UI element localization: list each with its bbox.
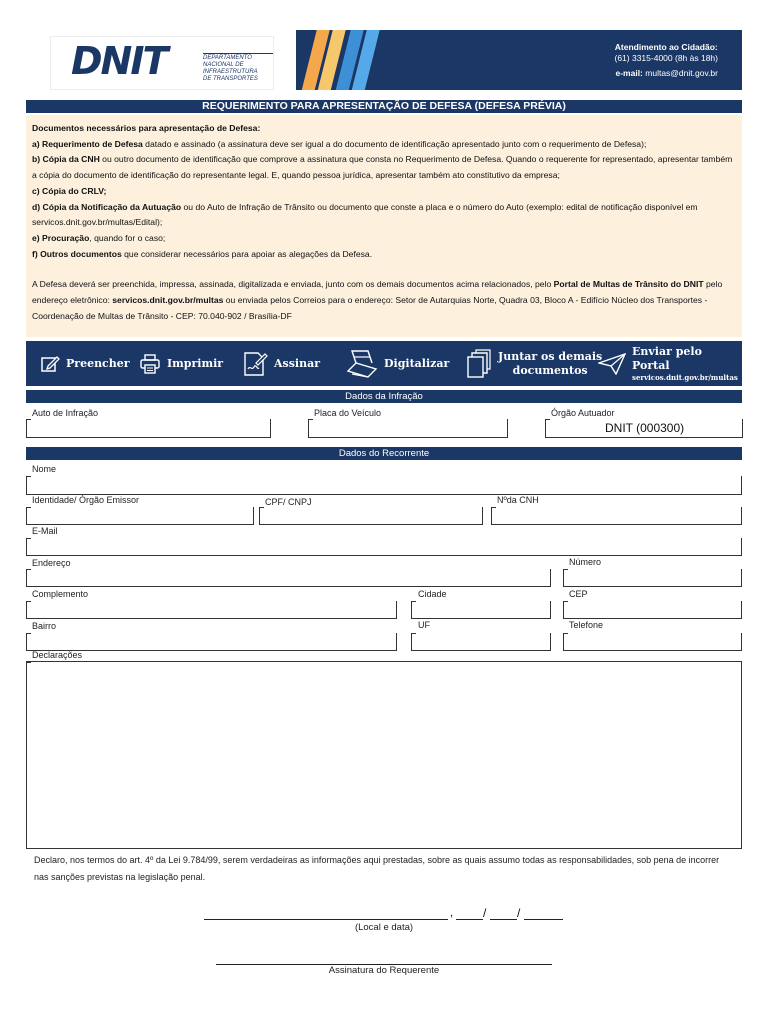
documents-heading: Documentos necessários para apresentação de Defesa: [32, 123, 261, 133]
declaracoes-label: Declarações [32, 650, 83, 660]
endereco-label: Endereço [32, 558, 71, 568]
step-preencher: Preencher [40, 341, 130, 386]
contact-email: e-mail: multas@dnit.gov.br [615, 68, 718, 78]
logo-wordmark: DNIT [71, 39, 167, 83]
doc-item-e: e) Procuração, quando for o caso; [32, 232, 166, 243]
section-dados-recorrente: Dados do Recorrente [26, 447, 742, 460]
nome-field[interactable] [26, 476, 742, 495]
day-line[interactable] [456, 919, 483, 920]
steps-toolbar [26, 341, 742, 386]
cep-label: CEP [569, 589, 588, 599]
doc-item-a: a) Requerimento de Defesa datado e assinado (a assinatura deve ser igual a do documento de identificação apresentado junto com o requerimento de Defesa); [32, 138, 647, 149]
endereco-field[interactable] [26, 569, 551, 587]
orgao-autuador-label: Órgão Autuador [551, 408, 615, 418]
doc-item-b: b) Cópia da CNH ou outro documento de identificação que comprove a assinatura que consta no Requerimento de Defesa. Quando o requerente for representado, apresentar também a cópia do documento de identificação do representante legal. E, quando pessoa jurídica, apresentar também ato constitutivo da empresa; [32, 154, 733, 181]
doc-item-d: d) Cópia da Notificação da Autuação ou do Auto de Infração de Trânsito ou documento que conste a placa e o número do Auto (exemplo: edital de notificação disponível em servicos.dnit.gov.br/multas/Edital); [32, 201, 698, 228]
cnh-label: Nºda CNH [497, 495, 539, 505]
auto-infracao-label: Auto de Infração [32, 408, 99, 418]
documents-panel [26, 115, 742, 337]
email-label: E-Mail [32, 526, 58, 536]
doc-item-f: f) Outros documentos que considerar necessários para apoiar as alegações da Defesa. [32, 248, 373, 259]
step-digitalizar: Digitalizar [346, 341, 449, 386]
documents-closing: A Defesa deverá ser preenchida, impressa, assinada, digitalizada e enviada, junto com os demais documentos acima relacionados, pelo Portal de Multas de Trânsito do DNIT pelo endereço eletrônico: servicos.dnit.gov.br/multas ou enviada pelos Correios para o endereço: Setor de Autarquias Norte, Quadra 03, Bloco A - Edifício Núcleo dos Transportes - Coordenação de Multas de Trânsito - CEP: 70.040-902 / Brasília-DF [32, 279, 723, 321]
header-band [296, 30, 742, 90]
complemento-field[interactable] [26, 601, 397, 619]
placa-veiculo-label: Placa do Veículo [314, 408, 382, 418]
section-dados-infracao: Dados da Infração [26, 390, 742, 403]
step-juntar-documentos: Juntar os demais documentos [466, 341, 602, 386]
step-imprimir: Imprimir [139, 341, 223, 386]
auto-infracao-field[interactable] [26, 419, 271, 438]
doc-item-c: c) Cópia do CRLV; [32, 185, 107, 196]
year-line[interactable] [524, 919, 563, 920]
dnit-logo [50, 36, 274, 90]
month-line[interactable] [490, 919, 517, 920]
paper-plane-icon [598, 353, 626, 375]
bairro-field[interactable] [26, 633, 397, 651]
uf-label: UF [418, 620, 430, 630]
bairro-label: Bairro [32, 621, 57, 631]
cep-field[interactable] [563, 601, 742, 619]
documents-stack-icon [466, 349, 492, 379]
identidade-label: Identidade/ Órgão Emissor [32, 495, 140, 505]
numero-field[interactable] [563, 569, 742, 587]
cpf-cnpj-field[interactable] [259, 507, 483, 525]
edit-icon [40, 354, 60, 374]
orgao-autuador-value: DNIT (000300) [605, 421, 685, 435]
step-enviar-portal: Enviar pelo Portal servicos.dnit.gov.br/multas [598, 341, 742, 386]
telefone-field[interactable] [563, 633, 742, 651]
nome-label: Nome [32, 464, 57, 474]
cidade-field[interactable] [411, 601, 551, 619]
logo-subtitle: DEPARTAMENTO NACIONAL DE INFRAESTRUTURA DE TRANSPORTES [203, 53, 273, 83]
cpf-cnpj-label: CPF/ CNPJ [265, 497, 312, 507]
local-data-label: (Local e data) [354, 922, 414, 933]
step-assinar: Assinar [242, 341, 320, 386]
identidade-field[interactable] [26, 507, 254, 525]
signature-label: Assinatura do Requerente [328, 965, 440, 976]
complemento-label: Complemento [32, 589, 89, 599]
local-line[interactable] [204, 919, 448, 920]
telefone-label: Telefone [569, 620, 604, 630]
cidade-label: Cidade [418, 589, 447, 599]
placa-veiculo-field[interactable] [308, 419, 508, 438]
sign-document-icon [242, 351, 268, 377]
orgao-autuador-field[interactable] [545, 419, 743, 438]
declaration-text: Declaro, nos termos do art. 4º da Lei 9.784/99, serem verdadeiras as informações aqui prestadas, sobre as quais assumo todas as responsabilidades, sob pena de incorrer nas sanções previstas na legislação penal. [34, 855, 720, 882]
email-field[interactable] [26, 538, 742, 556]
page-title: REQUERIMENTO PARA APRESENTAÇÃO DE DEFESA (DEFESA PRÉVIA) [26, 100, 742, 113]
uf-field[interactable] [411, 633, 551, 651]
declaracoes-textarea[interactable] [26, 661, 742, 849]
scanner-icon [346, 349, 378, 379]
printer-icon [139, 354, 161, 374]
contact-info: Atendimento ao Cidadão: (61) 3315-4000 (8h às 18h) [614, 42, 718, 63]
numero-label: Número [569, 557, 602, 567]
cnh-field[interactable] [491, 507, 742, 525]
